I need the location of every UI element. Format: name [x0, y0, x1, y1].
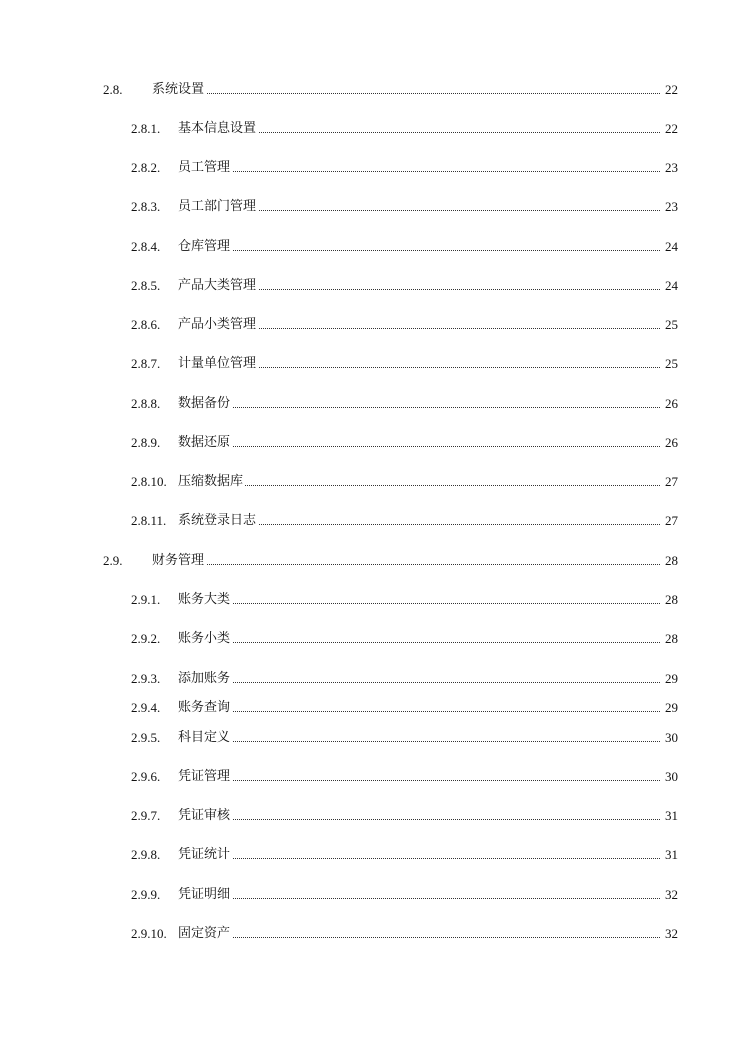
section-title: 基本信息设置 [178, 121, 257, 136]
page-number: 24 [665, 239, 678, 254]
section-number: 2.8.2. [131, 160, 161, 175]
section-number: 2.8.4. [131, 239, 161, 254]
page-number: 29 [665, 671, 678, 686]
section-number: 2.8. [103, 82, 123, 97]
dot-leader [178, 711, 660, 712]
page-number: 31 [665, 808, 678, 823]
page-number: 30 [665, 769, 678, 784]
toc-entry-2-9-10[interactable] [0, 925, 750, 943]
toc-entry-2-9-7[interactable] [0, 807, 750, 825]
section-title: 凭证明细 [178, 887, 231, 902]
toc-entry-2-8-7[interactable] [0, 355, 750, 373]
section-number: 2.8.7. [131, 356, 161, 371]
toc-entry-2-8-11[interactable] [0, 512, 750, 530]
dot-leader [178, 780, 660, 781]
toc-entry-2-9-9[interactable] [0, 886, 750, 904]
toc-entry-2-8-3[interactable] [0, 198, 750, 216]
page-number: 25 [665, 317, 678, 332]
dot-leader [178, 407, 660, 408]
page-number: 31 [665, 847, 678, 862]
section-title: 凭证管理 [178, 769, 231, 784]
section-number: 2.9.8. [131, 847, 161, 862]
toc-entry-2-8-2[interactable] [0, 159, 750, 177]
dot-leader [178, 937, 660, 938]
toc-entry-2-9-5[interactable] [0, 729, 750, 747]
section-number: 2.9.7. [131, 808, 161, 823]
toc-entry-2-9-2[interactable] [0, 630, 750, 648]
section-title: 产品小类管理 [178, 317, 257, 332]
page-number: 32 [665, 926, 678, 941]
dot-leader [178, 642, 660, 643]
section-title: 账务小类 [178, 631, 231, 646]
toc-entry-2-9-3[interactable] [0, 670, 750, 688]
dot-leader [178, 898, 660, 899]
page-number: 23 [665, 160, 678, 175]
page-number: 23 [665, 199, 678, 214]
section-number: 2.9.1. [131, 592, 161, 607]
page-number: 30 [665, 730, 678, 745]
section-number: 2.8.8. [131, 396, 161, 411]
section-number: 2.8.10. [131, 474, 167, 489]
section-number: 2.9.5. [131, 730, 161, 745]
dot-leader [178, 819, 660, 820]
toc-entry-2-8-5[interactable] [0, 277, 750, 295]
section-title: 账务查询 [178, 700, 231, 715]
toc-entry-2-8-10[interactable] [0, 473, 750, 491]
page-number: 28 [665, 553, 678, 568]
section-title: 系统登录日志 [178, 513, 257, 528]
page-number: 32 [665, 887, 678, 902]
section-title: 凭证统计 [178, 847, 231, 862]
toc-entry-2-9[interactable] [0, 552, 750, 570]
section-title: 数据还原 [178, 435, 231, 450]
dot-leader [178, 858, 660, 859]
section-number: 2.8.5. [131, 278, 161, 293]
section-title: 员工部门管理 [178, 199, 257, 214]
section-title: 添加账务 [178, 671, 231, 686]
toc-entry-2-9-1[interactable] [0, 591, 750, 609]
section-number: 2.9.10. [131, 926, 167, 941]
section-number: 2.8.3. [131, 199, 161, 214]
dot-leader [152, 93, 660, 94]
section-number: 2.8.11. [131, 513, 167, 528]
section-title: 科目定义 [178, 730, 231, 745]
section-title: 压缩数据库 [178, 474, 244, 489]
dot-leader [178, 682, 660, 683]
section-title: 账务大类 [178, 592, 231, 607]
page-number: 27 [665, 513, 678, 528]
section-number: 2.8.6. [131, 317, 161, 332]
section-number: 2.9.9. [131, 887, 161, 902]
dot-leader [152, 564, 660, 565]
section-number: 2.9.3. [131, 671, 161, 686]
page-number: 29 [665, 700, 678, 715]
section-number: 2.9. [103, 553, 123, 568]
section-title: 员工管理 [178, 160, 231, 175]
section-title: 财务管理 [152, 553, 205, 568]
dot-leader [178, 741, 660, 742]
dot-leader [178, 485, 660, 486]
section-title: 数据备份 [178, 396, 231, 411]
toc-entry-2-8-4[interactable] [0, 238, 750, 256]
section-number: 2.8.1. [131, 121, 161, 136]
section-title: 凭证审核 [178, 808, 231, 823]
section-number: 2.9.4. [131, 700, 161, 715]
toc-entry-2-9-8[interactable] [0, 846, 750, 864]
section-title: 产品大类管理 [178, 278, 257, 293]
dot-leader [178, 171, 660, 172]
dot-leader [178, 603, 660, 604]
section-title: 系统设置 [152, 82, 205, 97]
page-number: 26 [665, 396, 678, 411]
toc-entry-2-9-4[interactable] [0, 699, 750, 717]
toc-entry-2-8[interactable] [0, 81, 750, 99]
page-number: 27 [665, 474, 678, 489]
page-number: 22 [665, 121, 678, 136]
section-number: 2.8.9. [131, 435, 161, 450]
page-number: 22 [665, 82, 678, 97]
dot-leader [178, 250, 660, 251]
page-number: 26 [665, 435, 678, 450]
section-number: 2.9.6. [131, 769, 161, 784]
page-number: 28 [665, 592, 678, 607]
page-number: 28 [665, 631, 678, 646]
page-number: 25 [665, 356, 678, 371]
section-title: 固定资产 [178, 926, 231, 941]
toc-entry-2-8-9[interactable] [0, 434, 750, 452]
toc-entry-2-8-8[interactable] [0, 395, 750, 413]
toc-entry-2-8-6[interactable] [0, 316, 750, 334]
toc-entry-2-9-6[interactable] [0, 768, 750, 786]
dot-leader [178, 446, 660, 447]
section-title: 仓库管理 [178, 239, 231, 254]
section-number: 2.9.2. [131, 631, 161, 646]
toc-entry-2-8-1[interactable] [0, 120, 750, 138]
section-title: 计量单位管理 [178, 356, 257, 371]
page-number: 24 [665, 278, 678, 293]
